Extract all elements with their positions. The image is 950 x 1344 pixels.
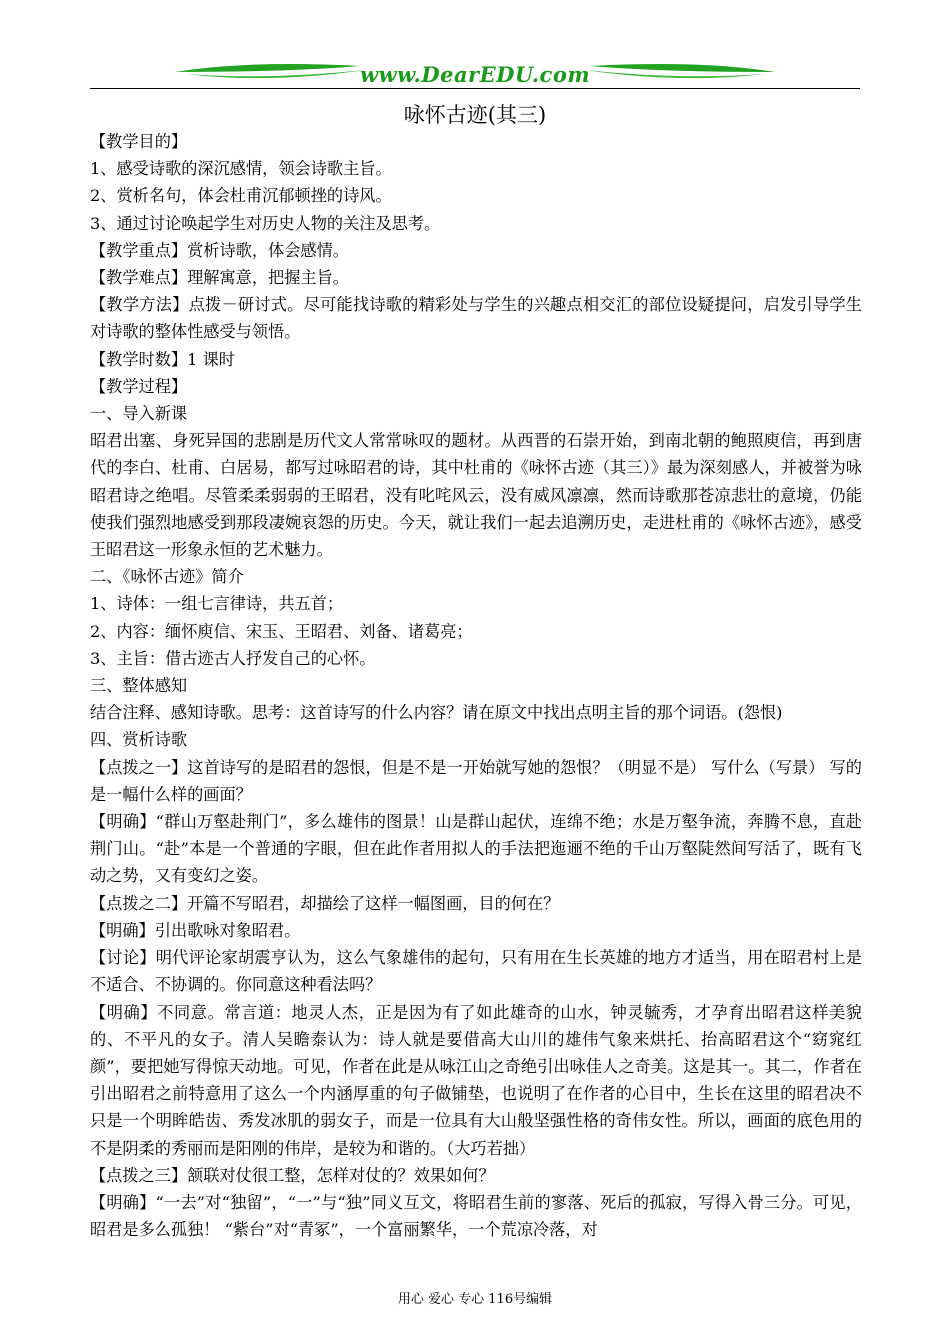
header-divider [90,88,860,89]
text-line: 【教学时数】1 课时 [90,349,235,369]
text-line: 2、赏析名句，体会杜甫沉郁顿挫的诗风。 [90,186,392,206]
text-line: 【讨论】明代评论家胡震亨认为，这么气象雄伟的起句，只有用在生长英雄的地方才适当，用在昭君村上是不适合、不协调的。你同意这种看法吗？ [90,948,862,995]
text-line: 【教学方法】点拨－研讨式。尽可能找诗歌的精彩处与学生的兴趣点相交汇的部位设疑提问，启发引导学生对诗歌的整体性感受与领悟。 [90,295,862,342]
text-line: 【教学重点】赏析诗歌，体会感情。 [90,240,349,260]
text-line: 【明确】“群山万壑赴荆门”，多么雄伟的图景！山是群山起伏，连绵不绝；水是万壑争流，奔腾不息，直赴荆门山。“赴”本是一个普通的字眼，但在此作者用拟人的手法把迤逦不绝的千山万壑陡然间写活了，既有飞动之势，又有变幻之姿。 [90,812,862,886]
text-line: 【明确】不同意。常言道：地灵人杰，正是因为有了如此雄奇的山水，钟灵毓秀，才孕育出昭君这样美貌的、不平凡的女子。清人吴瞻泰认为：诗人就是要借高大山川的雄伟气象来烘托、抬高昭君这个“窈窕红颜”，要把她写得惊天动地。可见，作者在此是从咏江山之奇绝引出咏佳人之奇美。这是其一。其二，作者在引出昭君之前特意用了这么一个内涵厚重的句子做铺垫，也说明了在作者的心目中，生长在这里的昭君决不只是一个明眸皓齿、秀发冰肌的弱女子，而是一位具有大山般坚强性格的奇伟女性。所以，画面的底色用的不是阴柔的秀丽而是阳刚的伟岸，是较为和谐的。（大巧若拙） [90,1002,862,1158]
text-line: 【点拨之一】这首诗写的是昭君的怨恨，但是不是一开始就写她的怨恨？（明显不是） 写什么（写景） 写的是一幅什么样的画面？ [90,757,862,804]
site-header [90,58,860,92]
text-line: 【教学难点】理解寓意，把握主旨。 [90,268,349,288]
text-line: 2、内容：缅怀庾信、宋玉、王昭君、刘备、诸葛亮； [90,621,473,641]
text-line: 一、导入新课 [90,404,188,424]
document-body [90,128,862,1243]
text-line: 3、通过讨论唤起学生对历史人物的关注及思考。 [90,213,441,233]
text-line: 结合注释、感知诗歌。思考：这首诗写的什么内容？请在原文中找出点明主旨的那个词语。(怨恨) [90,703,783,723]
text-line: 【教学过程】 [90,376,188,396]
text-line: 三、整体感知 [90,676,188,696]
text-line: 二、《咏怀古迹》简介 [90,567,244,587]
text-line: 1、感受诗歌的深沉感情，领会诗歌主旨。 [90,159,392,179]
page-footer: 用心 爱心 专心 116号编辑 [397,1292,553,1307]
text-line: 【教学目的】 [90,132,188,151]
text-line: 3、主旨：借古迹古人抒发自己的心怀。 [90,648,376,668]
text-line: 【明确】“一去”对“独留”，“一”与“独”同义互文，将昭君生前的寥落、死后的孤寂，写得入骨三分。可见，昭君是多么孤独！ “紫台”对“青冢”，一个富丽繁华，一个荒凉冷落，对 [90,1192,862,1240]
text-line: 【点拨之三】颔联对仗很工整，怎样对仗的？效果如何？ [90,1165,495,1185]
page-title: 咏怀古迹(其三) [403,103,547,127]
text-line: 四、赏析诗歌 [90,730,188,750]
text-line: 1、诗体：一组七言律诗，共五首； [90,594,344,614]
site-logo: www.DearEDU.com [359,62,591,87]
text-line: 昭君出塞、身死异国的悲剧是历代文人常常咏叹的题材。从西晋的石崇开始，到南北朝的鲍照庾信，再到唐代的李白、杜甫、白居易，都写过咏昭君的诗，其中杜甫的《咏怀古迹（其三）》最为深刻感人，并被誉为咏昭君诗之绝唱。尽管柔柔弱弱的王昭君，没有叱咤风云，没有威风凛凛，然而诗歌那苍凉悲壮的意境，仍能使我们强烈地感受到那段凄婉哀怨的历史。今天，就让我们一起去追溯历史，走进杜甫的《咏怀古迹》，感受王昭君这一形象永恒的艺术魅力。 [90,431,862,560]
text-line: 【明确】引出歌咏对象昭君。 [90,920,301,940]
text-line: 【点拨之二】开篇不写昭君，却描绘了这样一幅图画，目的何在？ [90,893,560,913]
